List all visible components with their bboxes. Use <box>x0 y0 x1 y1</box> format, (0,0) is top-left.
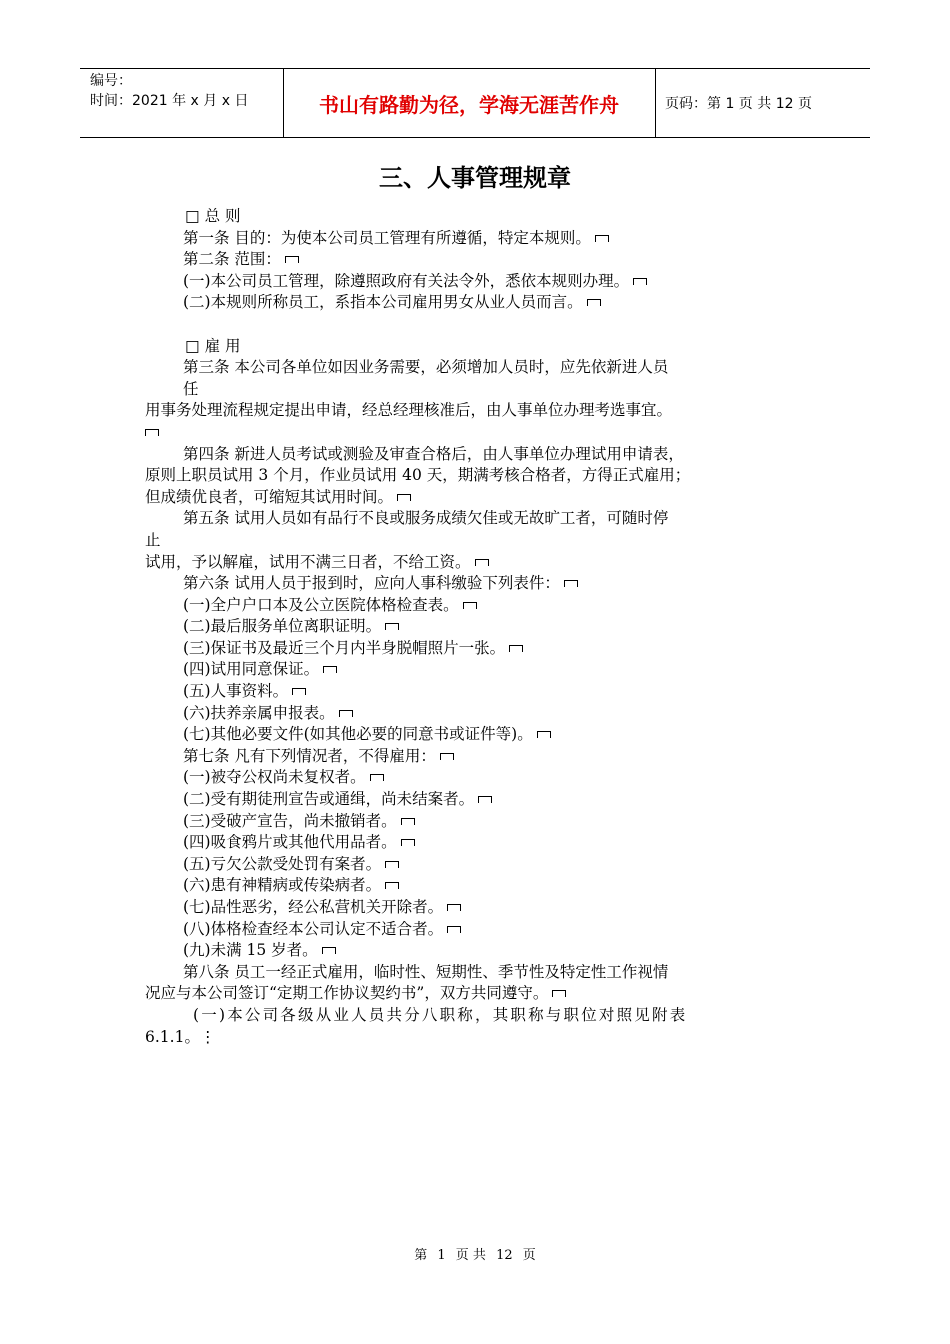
time-label: 时间：2021 年 x 月 x 日 <box>90 93 249 109</box>
article-8: 第八条 员工一经正式雇用，临时性、短期性、季节性及特定性工作视情 <box>183 962 669 981</box>
page-header <box>80 68 870 138</box>
article-3-wrap: 任 <box>183 379 199 398</box>
footer-middle: 页 共 <box>455 1248 486 1263</box>
document-body <box>145 206 825 1048</box>
article-3: 第三条 本公司各单位如因业务需要，必须增加人员时，应先依新进人员 <box>183 358 669 377</box>
footer-prefix: 第 <box>414 1248 428 1263</box>
list-item: (三)受破产宣告，尚未撤销者。 <box>145 811 825 833</box>
footer-total-pages: 12 <box>496 1248 513 1263</box>
header-page-info: 页码：第 1 页 共 12 页 <box>665 96 812 112</box>
list-item: (二)最后服务单位离职证明。 <box>145 616 825 638</box>
list-item: (六)扶养亲属申报表。 <box>145 703 825 725</box>
list-item: (一)被夺公权尚未复权者。 <box>145 767 825 789</box>
article-4-cont: 原则上职员试用 3 个月，作业员试用 40 天，期满考核合格者，方得正式雇用； <box>145 466 691 485</box>
article-5: 第五条 试用人员如有品行不良或服务成绩欠佳或无故旷工者，可随时停 <box>183 509 669 528</box>
list-item: (八)体格检查经本公司认定不适合者。 <box>145 919 825 941</box>
page-footer <box>0 1244 950 1263</box>
article-5-wrap: 止 <box>145 530 161 549</box>
list-item: (二)受有期徒刑宣告或通缉，尚未结案者。 <box>145 789 825 811</box>
list-item: (四)吸食鸦片或其他代用品者。 <box>145 832 825 854</box>
section-heading-hiring: □ 雇 用 <box>185 336 241 355</box>
list-item: (六)患有神精病或传染病者。 <box>145 875 825 897</box>
article-3-cont: 用事务处理流程规定提出申请，经总经理核准后，由人事单位办理考选事宜。 <box>145 401 673 420</box>
article-5-cont: 试用，予以解雇，试用不满三日者，不给工资。 <box>145 552 825 574</box>
document-title: 三、人事管理规章 <box>379 164 571 192</box>
footer-suffix: 页 <box>522 1248 536 1263</box>
list-item: (七)其他必要文件(如其他必要的同意书或证件等)。 <box>145 724 825 746</box>
blank-line <box>145 314 825 336</box>
list-item: (五)人事资料。 <box>145 681 825 703</box>
list-item: (五)亏欠公款受处罚有案者。 <box>145 854 825 876</box>
article-2: 第二条 范围： <box>145 249 825 271</box>
article-8-cont: 况应与本公司签订“定期工作协议契约书”，双方共同遵守。 <box>145 983 825 1005</box>
list-item-cont: 6.1.1。⋮ <box>145 1027 216 1046</box>
number-label: 编号： <box>90 73 132 89</box>
list-item: (二)本规则所称员工，系指本公司雇用男女从业人员而言。 <box>145 292 825 314</box>
list-item: (三)保证书及最近三个月内半身脱帽照片一张。 <box>145 638 825 660</box>
header-divider <box>655 69 656 137</box>
list-item: (一)本公司员工管理，除遵照政府有关法令外，悉依本规则办理。 <box>145 271 825 293</box>
footer-page-number: 1 <box>437 1248 446 1263</box>
list-item: (一)全户户口本及公立医院体格检查表。 <box>145 595 825 617</box>
list-item: (七)品性恶劣，经公私营机关开除者。 <box>145 897 825 919</box>
header-slogan: 书山有路勤为径，学海无涯苦作舟 <box>319 92 619 117</box>
list-item: (九)未满 15 岁者。 <box>145 940 825 962</box>
article-4: 第四条 新进人员考试或测验及审查合格后，由人事单位办理试用申请表， <box>183 444 684 463</box>
list-item: (一)本公司各级从业人员共分八职称，其职称与职位对照见附表 <box>193 1005 688 1024</box>
article-7: 第七条 凡有下列情况者，不得雇用： <box>145 746 825 768</box>
article-6: 第六条 试用人员于报到时，应向人事科缴验下列表件： <box>145 573 825 595</box>
list-item: (四)试用同意保证。 <box>145 659 825 681</box>
header-meta <box>90 71 248 111</box>
paragraph-mark <box>145 422 825 444</box>
article-1: 第一条 目的：为使本公司员工管理有所遵循，特定本规则。 <box>145 228 825 250</box>
article-4-cont: 但成绩优良者，可缩短其试用时间。 <box>145 487 825 509</box>
section-heading-general: □ 总 则 <box>185 207 241 225</box>
